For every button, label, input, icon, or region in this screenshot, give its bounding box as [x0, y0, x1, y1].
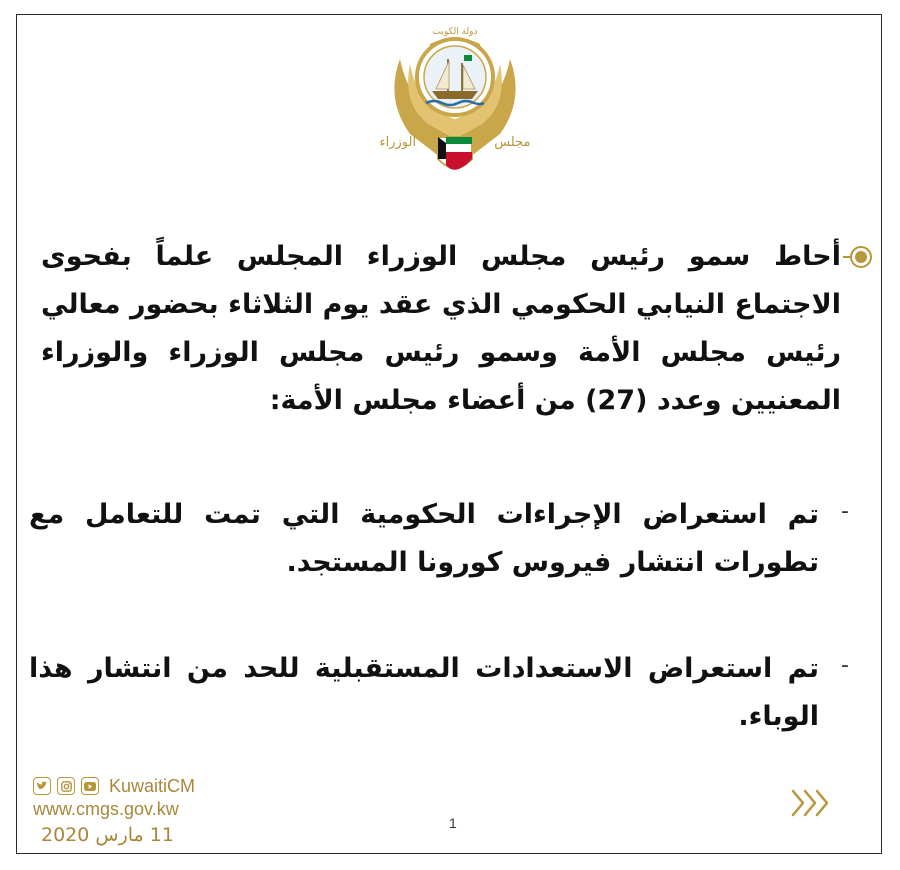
social-handle[interactable]: KuwaitiCM [109, 775, 196, 796]
intro-paragraph: أحاط سمو رئيس مجلس الوزراء المجلس علماً بفحوى الاجتماع النيابي الحكومي الذي عقد يوم الثلاثاء بحضور معالي رئيس مجلس الأمة وسمو رئيس مجلس الوزراء والوزراء المعنيين وعدد (27) من أعضاء مجلس الأمة: [41, 241, 841, 416]
youtube-icon[interactable] [81, 777, 99, 795]
slide-frame [16, 14, 882, 854]
social-links [33, 775, 195, 797]
date-label: 11 مارس 2020 [41, 824, 174, 846]
next-chevrons-icon[interactable] [787, 785, 831, 821]
website-link[interactable]: www.cmgs.gov.kw [33, 799, 179, 819]
emblem-top-text: دولة الكويت [432, 27, 478, 37]
list-item: تم استعراض الاستعدادات المستقبلية للحد من انتشار هذا الوباء. [29, 653, 819, 732]
footer-contact [33, 775, 195, 846]
list-item: تم استعراض الإجراءات الحكومية التي تمت للتعامل مع تطورات انتشار فيروس كورونا المستجد. [29, 499, 819, 578]
page-number: 1 [449, 815, 457, 831]
instagram-icon[interactable] [57, 777, 75, 795]
emblem-bottom-text: مجلس الوزراء [379, 135, 531, 150]
item-dash: - [841, 499, 849, 524]
twitter-icon[interactable] [33, 777, 51, 795]
gold-bullet-icon [843, 244, 873, 270]
item-dash: - [841, 653, 849, 678]
kuwait-cabinet-emblem [380, 19, 530, 189]
